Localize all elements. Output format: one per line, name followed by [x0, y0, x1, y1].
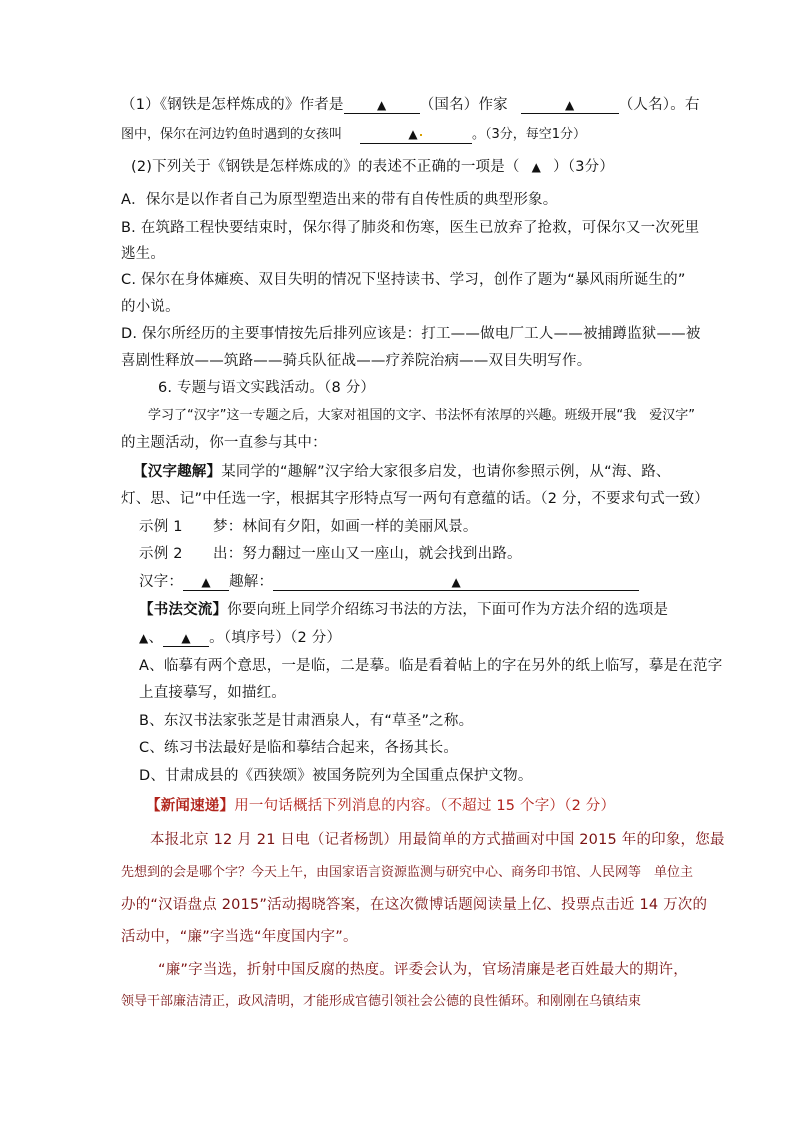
shufa-text1: 你要向班上同学介绍练习书法的方法，下面可作为方法介绍的选项是 [227, 602, 669, 618]
option-a: A．保尔是以作者自己为原型塑造出来的带有自传性质的典型形象。 [121, 192, 558, 208]
triangle-marker-icon: ▲ [181, 631, 191, 645]
option-c-line1: C. 保尔在身体瘫痪、双目失明的情况下坚持读书、学习，创作了题为“暴风雨所诞生的” [121, 272, 686, 288]
triangle-marker-icon: ▲ [564, 98, 575, 112]
news-line-heading [146, 796, 615, 816]
example-2-label: 示例 2 [139, 546, 183, 562]
hanzi-answer-line [139, 572, 639, 592]
q5-1-text5: 。（3分，每空1分） [472, 127, 587, 142]
hanzi-label: 汉字： [139, 574, 184, 590]
news-line6: 领导干部廉洁清正，政风清明，才能形成官德引领社会公德的良性循环。和刚刚在乌镇结束 [121, 994, 642, 1009]
option-c-line2: 的小说。 [121, 299, 180, 315]
shufa-line2 [139, 628, 341, 648]
shufa-line1 [139, 600, 668, 620]
section-heading-news: 【新闻速递】 [146, 798, 235, 814]
triangle-marker-icon: ▲ [201, 575, 211, 589]
option-b-line1: B. 在筑路工程快要结束时，保尔得了肺炎和伤寒，医生已放弃了抢救，可保尔又一次死里 [121, 220, 700, 236]
triangle-marker-icon[interactable]: ▲ [531, 160, 542, 174]
q6-intro-line1: 学习了“汉字”这一专题之后，大家对祖国的文字、书法怀有浓厚的兴趣。班级开展“我 爱汉字” [148, 408, 695, 423]
news-line5: “廉”字当选，折射中国反腐的热度。评委会认为，官场清廉是老百姓最大的期许， [158, 962, 688, 978]
answer-blank-shufa[interactable] [163, 630, 209, 647]
triangle-marker-icon: ▲ [376, 98, 387, 112]
shufa-option-a-line2: 上直接摹写，如描红。 [139, 685, 286, 701]
q5-1-text1: 《钢铁是怎样炼成的》作者是 [159, 97, 344, 113]
section-heading-hanzi-quji: 【汉字趣解】 [133, 464, 222, 480]
example-2-text: 出：努力翻过一座山又一座山，就会找到出路。 [213, 546, 522, 562]
shufa-option-d: D、甘肃成县的《西狭颂》被国务院列为全国重点保护文物。 [139, 768, 533, 784]
shufa-option-b: B、东汉书法家张芝是甘肃酒泉人，有“草圣”之称。 [139, 713, 474, 729]
q5-1-text3: （人名）。右 [618, 97, 700, 113]
shufa-option-a-line1: A、临摹有两个意思，一是临，二是摹。临是看着帖上的字在另外的纸上临写，摹是在范字 [139, 658, 723, 674]
hanzi-quji-line2: 灯、思、记”中任选一字，根据其字形特点写一两句有意蕴的话。（2 分，不要求句式一致） [121, 491, 709, 507]
q5-1-text4: 图中，保尔在河边钓鱼时遇到的女孩叫 [121, 127, 343, 142]
example-1-text: 梦：林间有夕阳，如画一样的美丽风景。 [213, 519, 478, 535]
news-line3: 办的“汉语盘点 2015”活动揭晓答案，在这次微博话题阅读量上亿、投票点击近 14 万次的 [121, 897, 708, 913]
q5-1-line2 [121, 125, 586, 145]
example-1 [139, 517, 478, 537]
triangle-marker-icon: ▲ [451, 575, 461, 589]
news-line4: 活动中，“廉”字当选“年度国内字”。 [121, 929, 358, 945]
cursor-mark-icon [420, 134, 422, 136]
example-2 [139, 544, 522, 564]
hanzi-quji-line1 [133, 462, 671, 482]
q5-2-stem-text: (2)下列关于《钢铁是怎样炼成的》的表述不正确的一项是（ [131, 159, 520, 175]
answer-blank-quji[interactable] [273, 574, 639, 591]
shufa-option-c: C、练习书法最好是临和摹结合起来，各扬其长。 [139, 740, 459, 756]
shufa-separator: 、 [148, 630, 164, 646]
answer-blank-country[interactable] [344, 97, 420, 114]
option-d-line2: 喜剧性释放——筑路——骑兵队征战——疗养院治病——双目失明写作。 [121, 353, 592, 369]
q6-title: 6. 专题与语文实践活动。（8 分） [158, 380, 376, 396]
q5-2-stem-score: ）（3分） [553, 159, 615, 175]
hanzi-quji-text1: 某同学的“趣解”汉字给大家很多启发，也请你参照示例，从“海、路、 [221, 464, 671, 480]
quji-label: 趣解： [229, 574, 274, 590]
news-line1: 本报北京 12 月 21 日电（记者杨凯）用最简单的方式描画对中国 2015 年的印象，您最 [150, 832, 725, 848]
triangle-marker-icon[interactable]: ▲ [139, 631, 149, 645]
answer-blank-author[interactable] [521, 97, 619, 114]
option-d-line1: D. 保尔所经历的主要事情按先后排列应该是：打工——做电厂工人——被捕蹲监狱——被 [121, 326, 701, 342]
answer-blank-girl[interactable] [360, 126, 472, 144]
example-1-label: 示例 1 [139, 519, 183, 535]
answer-blank-hanzi[interactable] [183, 574, 229, 591]
option-b-line2: 逃生。 [121, 246, 166, 262]
news-line2: 先想到的会是哪个字？今天上午，由国家语言资源监测与研究中心、商务印书馆、人民网等 单位主 [121, 865, 694, 880]
section-heading-shufa: 【书法交流】 [139, 602, 228, 618]
q6-intro-line2: 的主题活动，你一直参与其中： [121, 435, 327, 451]
triangle-marker-icon: ▲ [408, 127, 418, 141]
q5-1-text2: （国名）作家 [419, 97, 508, 113]
q5-2-stem [131, 157, 614, 177]
q5-1-number: （1） [121, 97, 160, 113]
news-instruction: 用一句话概括下列消息的内容。（不超过 15 个字）（2 分） [234, 798, 616, 814]
q5-1-line1 [121, 95, 700, 115]
shufa-text2: 。（填序号）（2 分） [209, 630, 342, 646]
